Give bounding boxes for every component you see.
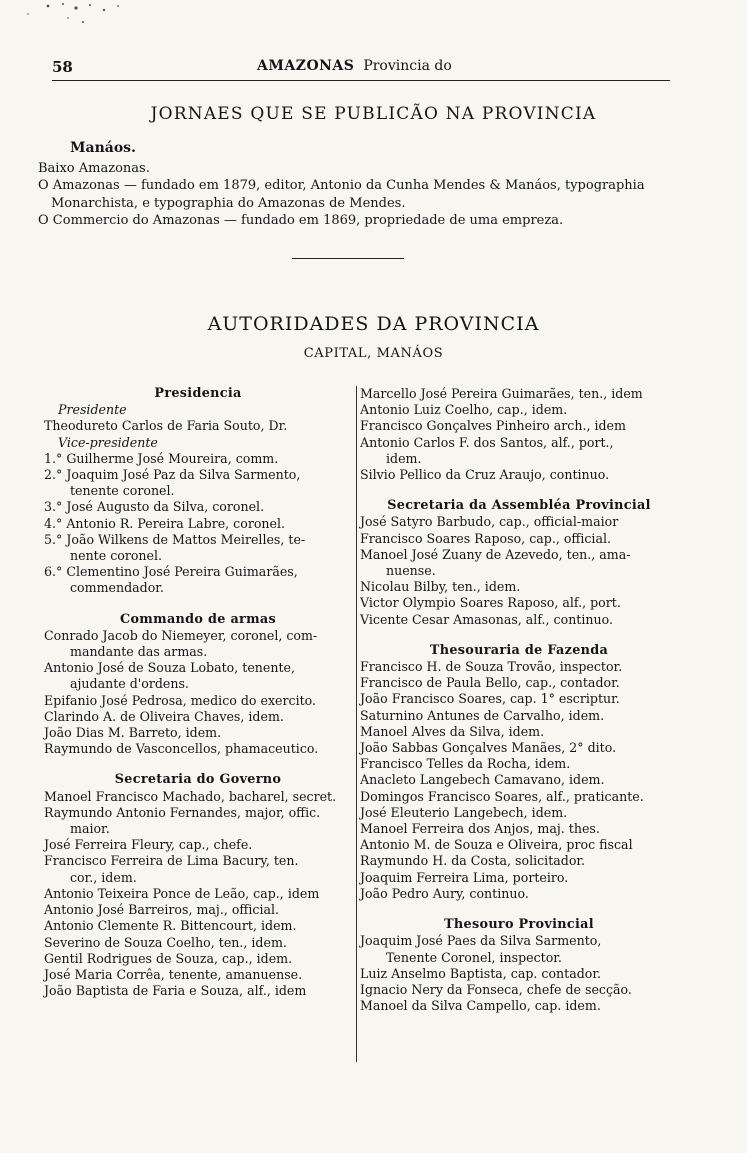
section-heading: Secretaria da Assembléa Provincial — [387, 498, 651, 514]
entry-line: 4.° Antonio R. Pereira Labre, coronel. — [44, 515, 286, 531]
entry-line: maior. — [70, 821, 110, 837]
entry-line: cor., idem. — [70, 869, 137, 885]
entry-line: Luiz Anselmo Baptista, cap. contador. — [360, 965, 601, 981]
section-heading: Secretaria do Governo — [114, 772, 282, 788]
left-column — [44, 386, 352, 999]
spacer — [360, 483, 678, 498]
entry-line: Antonio Teixeira Ponce de Leão, cap., idem — [44, 885, 320, 901]
entry-line: Raymundo H. da Costa, solicitador. — [360, 853, 586, 869]
right-column — [360, 386, 678, 1014]
entry-line: João Dias M. Barreto, idem. — [44, 725, 222, 741]
jornaes-line: O Commercio do Amazonas — fundado em 1869, propriedade de uma empreza. — [38, 213, 564, 229]
entry-line: mandante das armas. — [70, 644, 208, 660]
entry-line: José Satyro Barbudo, cap., official-maior — [360, 514, 619, 530]
entry-line: Saturnino Antunes de Carvalho, idem. — [360, 707, 605, 723]
entry-line: Domingos Francisco Soares, alf., praticante. — [360, 788, 644, 804]
entry-line: Marcello José Pereira Guimarães, ten., idem — [360, 386, 643, 401]
entry-line: Francisco Ferreira de Lima Bacury, ten. — [44, 853, 299, 869]
entry-line: Francisco Telles da Rocha, idem. — [360, 756, 571, 772]
entry-line: 2.° Joaquim José Paz da Silva Sarmento, — [44, 467, 301, 483]
entry-line: Manoel Alves da Silva, idem. — [360, 723, 545, 739]
entry-line: 1.° Guilherme José Moureira, comm. — [44, 450, 279, 466]
entry-line: João Baptista de Faria e Souza, alf., idem — [44, 983, 307, 999]
entry-line: Conrado Jacob do Niemeyer, coronel, com- — [44, 627, 318, 643]
entry-line: Manoel Francisco Machado, bacharel, secret. — [44, 788, 337, 804]
entry-line: Raymundo de Vasconcellos, phamaceutico. — [44, 741, 319, 757]
section-heading: Presidencia — [154, 386, 242, 401]
entry-line: Raymundo Antonio Fernandes, major, offic. — [44, 804, 321, 820]
entry-line: Manoel José Zuany de Azevedo, ten., ama- — [360, 546, 631, 562]
entry-line: Theodureto Carlos de Faria Souto, Dr. — [44, 418, 288, 434]
entry-line: Tenente Coronel, inspector. — [386, 949, 562, 965]
entry-line: commendador. — [70, 580, 164, 596]
entry-line: José Maria Corrêa, tenente, amanuense. — [44, 966, 303, 982]
entry-line: 3.° José Augusto da Silva, coronel. — [44, 499, 265, 515]
entry-line: Silvio Pellico da Cruz Araujo, continuo. — [360, 467, 610, 483]
entry-line: Vice-presidente — [58, 434, 158, 450]
entry-line: Victor Olympio Soares Raposo, alf., port. — [360, 595, 621, 611]
autoridades-subtitle: CAPITAL, MANÁOS — [303, 346, 444, 361]
entry-line: idem. — [386, 450, 422, 466]
entry-line: Antonio Luiz Coelho, cap., idem. — [360, 402, 568, 418]
entry-line: Manoel da Silva Campello, cap. idem. — [360, 998, 601, 1014]
print-specks — [8, 0, 158, 40]
entry-line: Epifanio José Pedrosa, medico do exercito. — [44, 692, 317, 708]
jornaes-title: JORNAES QUE SE PUBLICÃO NA PROVINCIA — [150, 104, 597, 124]
entry-line: José Eleuterio Langebech, idem. — [360, 804, 568, 820]
entry-line: nuense. — [386, 563, 436, 579]
entry-line: Antonio M. de Souza e Oliveira, proc fiscal — [360, 837, 633, 853]
running-header — [52, 58, 670, 81]
entry-line: Francisco Gonçalves Pinheiro arch., idem — [360, 418, 626, 434]
section-divider — [292, 258, 404, 259]
entry-line: nente coronel. — [70, 548, 163, 564]
entry-line: Francisco H. de Souza Trovão, inspector. — [360, 659, 623, 675]
autoridades-title: AUTORIDADES DA PROVINCIA — [207, 313, 540, 335]
jornaes-section-manaos: Manáos. — [70, 140, 136, 156]
entry-line: Antonio Clemente R. Bittencourt, idem. — [44, 918, 297, 934]
jornaes-line: O Amazonas — fundado em 1879, editor, Antonio da Cunha Mendes & Manáos, typographia Monarchista, e typographia do Amazonas de Mendes. — [38, 178, 645, 211]
spacer — [360, 902, 678, 917]
entry-line: Antonio José Barreiros, maj., official. — [44, 902, 280, 918]
entry-line: 5.° João Wilkens de Mattos Meirelles, te- — [44, 531, 306, 547]
entry-line: Joaquim Ferreira Lima, porteiro. — [360, 869, 569, 885]
entry-line: José Ferreira Fleury, cap., chefe. — [44, 837, 253, 853]
entry-line: João Pedro Aury, continuo. — [360, 885, 529, 901]
entry-line: Severino de Souza Coelho, ten., idem. — [44, 934, 287, 950]
entry-line: Presidente — [58, 402, 127, 418]
entry-line: Gentil Rodrigues de Souza, cap., idem. — [44, 950, 293, 966]
section-heading: Thesouro Provincial — [444, 917, 594, 933]
spacer — [360, 628, 678, 643]
entry-line: Manoel Ferreira dos Anjos, maj. thes. — [360, 821, 600, 837]
entry-line: Francisco de Paula Bello, cap., contador. — [360, 675, 620, 691]
entry-line: tenente coronel. — [70, 483, 175, 499]
page-number: 58 — [52, 58, 73, 76]
jornaes-list — [38, 160, 678, 230]
running-title — [257, 58, 452, 74]
section-heading: Commando de armas — [119, 611, 277, 627]
spacer — [44, 757, 352, 772]
entry-line: Francisco Soares Raposo, cap., official. — [360, 530, 612, 546]
entry-line: João Sabbas Gonçalves Manães, 2° dito. — [360, 740, 617, 756]
spacer — [44, 597, 352, 612]
section-heading: Thesouraria de Fazenda — [429, 642, 609, 658]
entry-line: 6.° Clementino José Pereira Guimarães, — [44, 564, 298, 580]
entry-line: João Francisco Soares, cap. 1° escriptur. — [360, 691, 620, 707]
entry-line: Nicolau Bilby, ten., idem. — [360, 579, 521, 595]
entry-line: ajudante d'ordens. — [70, 676, 189, 692]
entry-line: Joaquim José Paes da Silva Sarmento, — [360, 933, 602, 949]
running-title-rest: Provincia do — [363, 58, 452, 74]
column-divider — [356, 386, 357, 1062]
entry-line: Clarindo A. de Oliveira Chaves, idem. — [44, 708, 284, 724]
entry-line: Ignacio Nery da Fonseca, chefe de secção. — [360, 981, 632, 997]
entry-line: Anacleto Langebech Camavano, idem. — [360, 772, 605, 788]
entry-line: Vicente Cesar Amasonas, alf., continuo. — [360, 611, 613, 627]
jornaes-line: Baixo Amazonas. — [38, 161, 150, 176]
entry-line: Antonio José de Souza Lobato, tenente, — [44, 660, 295, 676]
entry-line: Antonio Carlos F. dos Santos, alf., port., — [360, 434, 614, 450]
running-title-bold: AMAZONAS — [257, 58, 355, 74]
